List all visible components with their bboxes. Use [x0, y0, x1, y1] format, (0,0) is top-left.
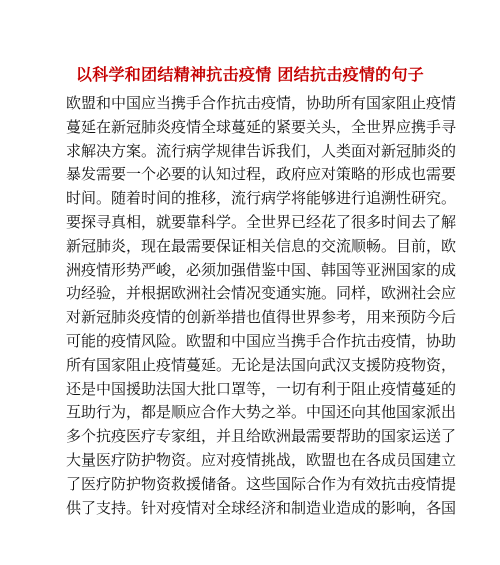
paragraph-line: 所有国家阻止疫情蔓延。无论是法国向武汉支援防疫物资， — [66, 355, 457, 374]
paragraph-line: 可能的疫情风险。欧盟和中国应当携手合作抗击疫情，协助 — [66, 331, 457, 350]
paragraph-line: 新冠肺炎，现在最需要保证相关信息的交流顺畅。目前，欧 — [66, 236, 457, 255]
paragraph-line: 大量医疗防护物资。应对疫情挑战，欧盟也在各成员国建立 — [66, 450, 457, 469]
paragraph-line: 蔓延在新冠肺炎疫情全球蔓延的紧要关头，全世界应携手寻 — [66, 117, 457, 136]
paragraph-line: 供了支持。针对疫情对全球经济和制造业造成的影响，各国 — [66, 498, 457, 517]
paragraph-line: 还是中国援助法国大批口罩等，一切有利于阻止疫情蔓延的 — [66, 379, 457, 398]
document-body — [66, 92, 457, 520]
paragraph-line: 多个抗疫医疗专家组，并且给欧洲最需要帮助的国家运送了 — [66, 427, 457, 446]
paragraph-line: 互助行为，都是顺应合作大势之举。中国还向其他国家派出 — [66, 403, 457, 422]
paragraph-line: 对新冠肺炎疫情的创新举措也值得世界参考，用来预防今后 — [66, 308, 457, 327]
paragraph-line: 时间。随着时间的推移，流行病学将能够进行追溯性研究。 — [66, 189, 457, 208]
paragraph-line: 功经验，并根据欧洲社会情况变通实施。同样，欧洲社会应 — [66, 284, 457, 303]
paragraph-line: 暴发需要一个必要的认知过程，政府应对策略的形成也需要 — [66, 165, 457, 184]
paragraph-line: 要探寻真相，就要靠科学。全世界已经花了很多时间去了解 — [66, 212, 457, 231]
paragraph-line: 了医疗防护物资救援储备。这些国际合作为有效抗击疫情提 — [66, 474, 457, 493]
paragraph-line: 洲疫情形势严峻，必须加强借鉴中国、韩国等亚洲国家的成 — [66, 260, 457, 279]
document-title: 以科学和团结精神抗击疫情 团结抗击疫情的句子 — [75, 65, 425, 84]
paragraph-line: 欧盟和中国应当携手合作抗击疫情，协助所有国家阻止疫情 — [66, 94, 457, 112]
paragraph-line: 求解决方案。流行病学规律告诉我们，人类面对新冠肺炎的 — [66, 141, 457, 160]
